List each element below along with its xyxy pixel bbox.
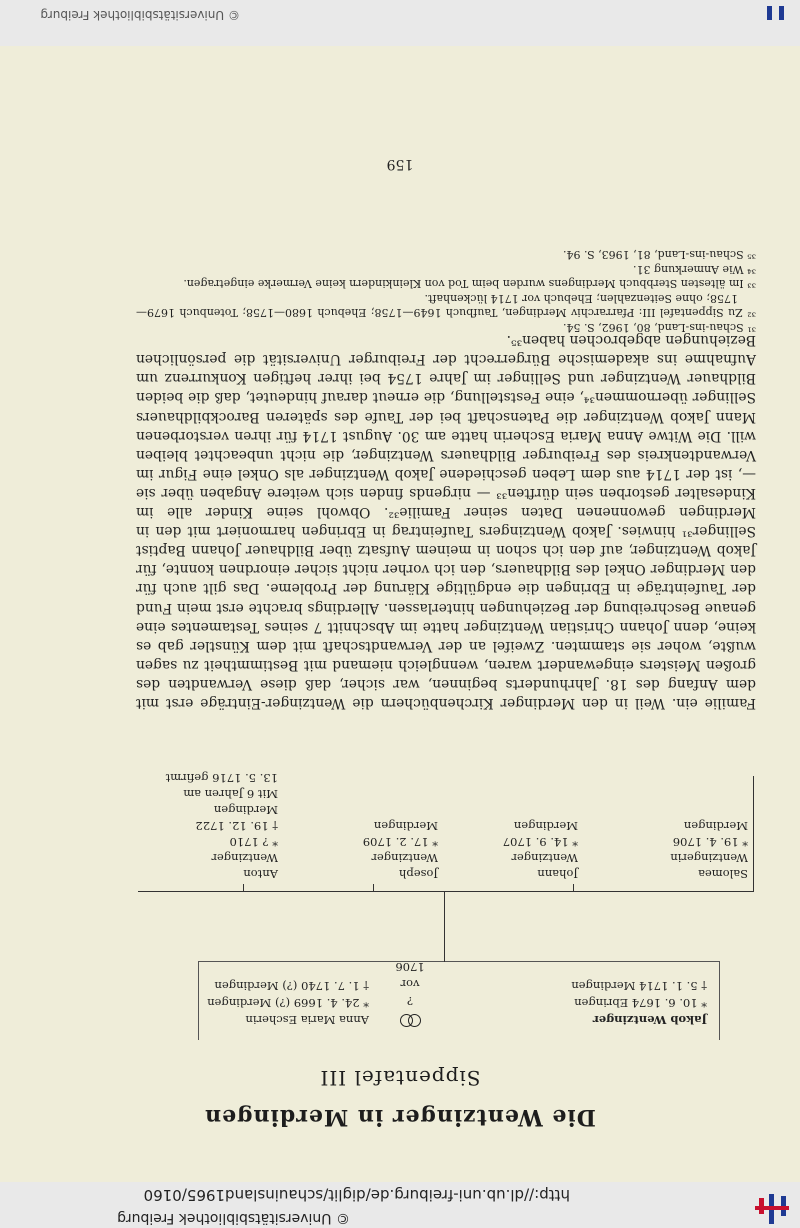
footnote: ³³ Im ältesten Sterbbuch Merdingens wurden beim Tod von Kleinkindern keine Vermerke eingetragen. — [183, 277, 756, 291]
page-subtitle: Sippentafel III — [319, 1066, 481, 1090]
child-name: Anton — [243, 867, 278, 881]
child-line: Wentzingerin — [670, 851, 748, 865]
child-line: † 19. 12. 1722 — [195, 819, 278, 833]
footnote: ³⁵ Schau-ins-Land, 81, 1963, S. 94. — [562, 248, 756, 262]
child-entry — [166, 770, 278, 882]
document-url[interactable]: http://dl.ub.uni-freiburg.de/diglit/schauinsland1965/0160 — [143, 1186, 570, 1204]
footnote: ³¹ Schau-ins-Land, 80, 1962, S. 54. — [562, 321, 756, 334]
child-name: Johann — [537, 867, 578, 881]
library-logo-icon — [750, 1184, 794, 1228]
body-text — [136, 330, 756, 712]
marriage-year: 1706 — [395, 960, 425, 974]
child-entry — [363, 818, 438, 882]
mother-born: * 24. 4. 1669 (?) Merdingen — [207, 996, 369, 1010]
father-born: * 10. 6. 1674 Ebringen — [574, 996, 707, 1010]
father-died: † 5. 1. 1714 Merdingen — [571, 979, 707, 993]
library-credit: © Universitätsbibliothek Freiburg — [117, 1210, 350, 1226]
tree-sibling-line — [138, 891, 754, 892]
child-line: Merdingen — [513, 819, 578, 833]
mother-name: Anna Maria Escherin — [245, 1013, 369, 1027]
child-line: Wentzinger — [371, 851, 438, 865]
library-banner-bottom — [0, 0, 800, 46]
page-number: 159 — [386, 156, 414, 172]
child-name: Joseph — [398, 867, 438, 881]
mother-died: † 1. 7. 1740 (?) Merdingen — [214, 979, 369, 993]
child-line: Merdingen — [213, 803, 278, 817]
father-name: Jakob Wentzinger — [592, 1013, 707, 1027]
footnote: ³² Zu Sippentafel III: Pfarrarchiv Merdingen, Taufbuch 1649—1758; Ehebuch 1680—1758; Totenbuch 1679—1758; ohne Seitenzahlen; Ehebuch vor 1714 lückenhaft. — [136, 292, 756, 320]
marriage-when: vor — [400, 977, 420, 991]
library-logo-icon — [748, 0, 792, 20]
child-entry — [503, 818, 578, 882]
parents-box — [198, 961, 720, 1040]
child-line: * ? 1710 — [229, 835, 278, 849]
marriage-pre: ? — [406, 994, 414, 1008]
child-line: Wentzinger — [511, 851, 578, 865]
marriage-rings-icon — [399, 1014, 421, 1028]
child-line: Wentzinger — [211, 851, 278, 865]
page-title: Die Wentzinger in Merdingen — [204, 1104, 596, 1130]
child-line: Merdingen — [373, 819, 438, 833]
child-line: Mit 6 Jahren am — [183, 787, 278, 801]
footnote: ³⁴ Wie Anmerkung 31. — [632, 263, 756, 276]
library-banner-top — [0, 1182, 800, 1228]
child-line: Merdingen — [683, 819, 748, 833]
marriage-entry — [385, 958, 435, 1028]
child-line: * 19. 4. 1706 — [672, 835, 748, 849]
tree-branch-line — [373, 884, 374, 892]
tree-branch-line — [573, 884, 574, 892]
tree-trunk-line — [444, 892, 445, 962]
child-line: * 17. 2. 1709 — [362, 835, 438, 849]
book-page — [0, 46, 800, 1182]
tree-branch-line — [753, 776, 754, 892]
child-entry — [670, 818, 748, 882]
tree-branch-line — [243, 884, 244, 892]
library-credit: © Universitätsbibliothek Freiburg — [40, 8, 240, 22]
child-line: * 14. 9. 1707 — [502, 835, 578, 849]
father-entry — [571, 977, 707, 1028]
footnotes — [136, 247, 756, 334]
child-name: Salomea — [698, 867, 748, 881]
body-paragraph: Familie ein. Weil in den Merdinger Kirchenbüchern die Wentzinger-Einträge erst mit dem Anfang des 18. Jahrhunderts beginnen, war sicher, daß diese Verwandten des großen Meisters eingewandert waren, wenngleich niemand mit Bestimmtheit zu sagen wußte, woher sie stammten. Zweifel an der Verwandtschaft mit dem Künstler gab es keine, denn Johann Christian Wentzinger hatte im Abschnitt 7 seines Testamentes eine genaue Beschreibung der Beziehungen hinterlassen. Allerdings brachte erst mein Fund der Taufeinträge in Ebringen die endgültige Klärung der Probleme. Das gilt auch für den Merdinger Onkel des Bildhauers, den ich vorher nicht sicher einordnen konnte, für Jakob Wentzinger, auf den ich schon in meinem Aufsatz über Bildhauer Johann Baptist Sellinger³¹ hinwies. Jakob Wentzingers Taufeintrag in Ebringen harmoniert mit den in Merdingen gewonnenen Daten seiner Familie³². Obwohl seine Kinder alle im Kindesalter gestorben sein dürften³³ — nirgends finden sich weitere Angaben über sie —, ist der 1714 aus dem Leben geschiedene Jakob Wentzinger als Onkel eine Figur im Verwandtenkreis des Freiburger Bildhauers Wentzinger, die nicht unbeachtet bleiben will. Die Witwe Anna Maria Escherin hatte am 30. August 1714 für ihren verstorbenen Mann Jakob Wentzinger die Patenschaft bei der Taufe des späteren Barockbildhauers Sellinger übernommen³⁴, eine Feststellung, die erneut darauf hindeutet, daß die beiden Bildhauer Wentzinger und Sellinger im Jahre 1754 bei ihrer heftigen Konkurrenz um Aufnahme ins akademische Bürgerrecht der Freiburger Universität die persönlichen Beziehungen abgebrochen haben³⁵. — [136, 332, 756, 711]
child-line: 13. 5. 1716 gefirmt — [165, 771, 278, 785]
mother-entry — [207, 977, 369, 1028]
